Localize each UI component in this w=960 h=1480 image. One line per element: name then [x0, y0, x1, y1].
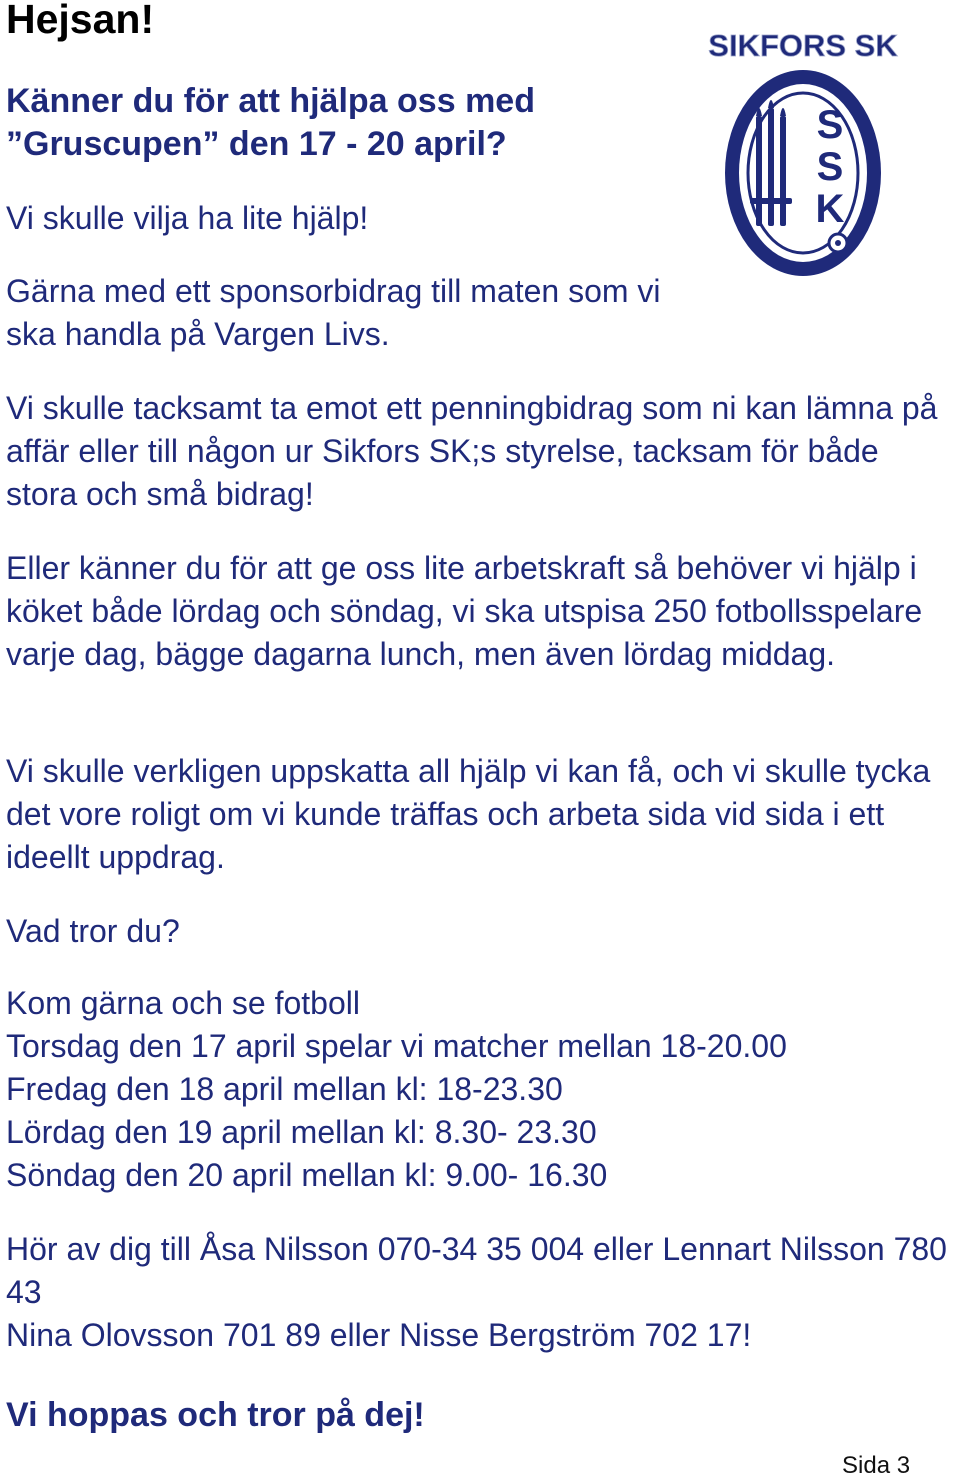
- paragraph-appreciation: Vi skulle verkligen uppskatta all hjälp vi kan få, och vi skulle tycka det vore roligt om vi kunde träffas och arbeta sida vid sida i ett ideellt uppdrag.: [6, 753, 931, 875]
- paragraph-kitchen: Eller känner du för att ge oss lite arbetskraft så behöver vi hjälp i köket både lördag och söndag, vi ska utspisa 250 fotbollsspelare varje dag, bägge dagarna lunch, men även lördag middag.: [6, 550, 923, 672]
- paragraph-help: Vi skulle vilja ha lite hjälp!: [6, 200, 369, 236]
- schedule-line: Fredag den 18 april mellan kl: 18-23.30: [6, 1071, 563, 1107]
- paragraph-donation: Vi skulle tacksamt ta emot ett penningbidrag som ni kan lämna på affär eller till någon ur Sikfors SK;s styrelse, tacksam för både stora och små bidrag!: [6, 390, 938, 512]
- logo-letter: K: [815, 187, 845, 231]
- logo-skis-icon: [750, 100, 792, 226]
- schedule-line: Lördag den 19 april mellan kl: 8.30- 23.30: [6, 1114, 597, 1150]
- schedule-intro: Kom gärna och se fotboll: [6, 985, 360, 1021]
- logo-wordmark: SIKFORS SK: [708, 28, 898, 63]
- page-number: Sida 3: [842, 1452, 911, 1479]
- closing-line: Vi hoppas och tror på dej!: [6, 1396, 425, 1434]
- contact-line-1: Hör av dig till Åsa Nilsson 070-34 35 004 eller Lennart Nilsson 780 43: [6, 1231, 947, 1310]
- sikfors-sk-logo: [688, 28, 918, 288]
- schedule-line: Söndag den 20 april mellan kl: 9.00- 16.30: [6, 1157, 608, 1193]
- schedule: [6, 982, 787, 1197]
- lead-question: [6, 80, 646, 166]
- paragraph-question: Vad tror du?: [6, 913, 180, 949]
- lead-line-1: Känner du för att hjälpa oss med: [6, 82, 535, 120]
- logo-letter: S: [816, 145, 844, 189]
- contact-line-2: Nina Olovsson 701 89 eller Nisse Bergström 702 17!: [6, 1317, 752, 1353]
- contact-info: [6, 1228, 956, 1357]
- lead-line-2: ”Gruscupen” den 17 - 20 april?: [6, 125, 507, 163]
- paragraph-sponsor: Gärna med ett sponsorbidrag till maten som vi ska handla på Vargen Livs.: [6, 273, 661, 352]
- logo-letter: S: [816, 103, 844, 147]
- schedule-line: Torsdag den 17 april spelar vi matcher mellan 18-20.00: [6, 1028, 787, 1064]
- greeting-heading: Hejsan!: [6, 0, 155, 42]
